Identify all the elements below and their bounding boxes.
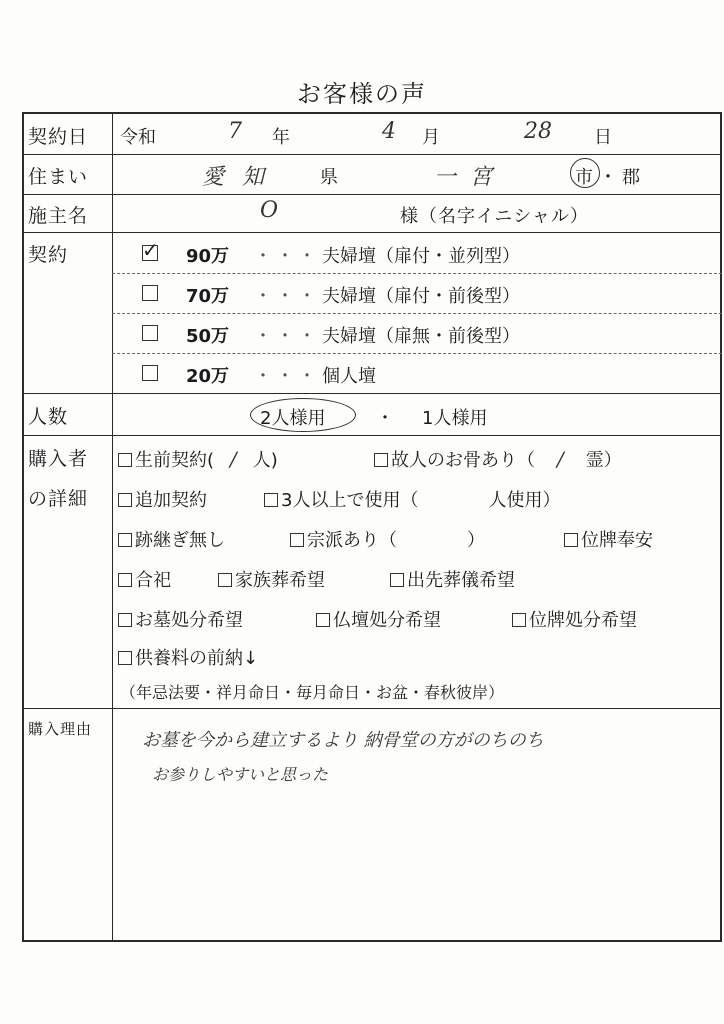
day-unit: 日 (594, 127, 612, 148)
option-description: 夫婦壇（扉無・前後型） (322, 326, 520, 347)
prefecture-value: 愛知 (202, 165, 283, 190)
checkbox-outside-funeral[interactable] (390, 573, 404, 587)
option-divider (112, 313, 722, 314)
checkbox-joint-burial[interactable] (118, 573, 132, 587)
option-price: 20万 (186, 366, 230, 387)
city-value: 一宮 (434, 165, 507, 190)
detail-label: お墓処分希望 (135, 610, 243, 631)
detail-label: 宗派あり（ (307, 530, 397, 551)
checkbox-20man[interactable] (142, 365, 158, 381)
checkbox-remains[interactable] (374, 453, 388, 467)
option-price: 50万 (186, 326, 230, 347)
checkbox-ihai-enshrine[interactable] (564, 533, 578, 547)
client-initial: O (260, 198, 279, 223)
reason-line-2: お参りしやすいと思った (152, 765, 329, 784)
checkbox-50man[interactable] (142, 325, 158, 341)
checkbox-additional[interactable] (118, 493, 132, 507)
detail-label: 霊） (585, 450, 622, 471)
year-unit: 年 (272, 127, 290, 148)
residence-label: 住まい (28, 166, 89, 188)
detail-joint-burial[interactable] (118, 566, 171, 592)
detail-label: 故人のお骨あり（ (391, 450, 535, 471)
detail-label: 位牌処分希望 (529, 610, 637, 631)
detail-label: 出先葬儀希望 (407, 570, 515, 591)
detail-label: 位牌奉安 (581, 530, 653, 551)
option-description: 夫婦壇（扉付・並列型） (322, 246, 520, 267)
detail-additional[interactable] (118, 486, 207, 512)
option-dots: ・・・ (254, 246, 320, 267)
client-name-label: 施主名 (28, 205, 89, 227)
era-text: 令和 (120, 127, 156, 148)
checkbox-three-or-more[interactable] (264, 493, 278, 507)
checkbox-70man[interactable] (142, 285, 158, 301)
detail-label: 合祀 (135, 570, 171, 591)
handwritten-count: / (557, 447, 564, 471)
detail-no-successor[interactable] (118, 526, 225, 552)
people-label: 人数 (28, 406, 69, 428)
detail-label: 人使用） (488, 490, 561, 511)
detail-pre-contract[interactable] (118, 446, 278, 472)
detail-label: 生前契約( (135, 450, 215, 471)
reason-line-1: お墓を今から建立するより 納骨堂の方がのちのち (142, 730, 544, 751)
contract-label: 契約 (28, 244, 69, 266)
client-name-suffix: 様（名字イニシャル） (400, 206, 589, 227)
option-description: 夫婦壇（扉付・前後型） (322, 286, 520, 307)
detail-altar-disposal[interactable] (316, 606, 441, 632)
option-dots: ・・・ (254, 366, 320, 387)
checkbox-ihai-disposal[interactable] (512, 613, 526, 627)
option-price: 70万 (186, 286, 230, 307)
row-divider (24, 393, 722, 394)
detail-label: 追加契約 (135, 490, 207, 511)
page-title: お客様の声 (297, 80, 427, 108)
detail-label: ） (467, 530, 485, 551)
detail-label: 跡継ぎ無し (135, 530, 225, 551)
checkbox-altar-disposal[interactable] (316, 613, 330, 627)
option-dots: ・・・ (254, 286, 320, 307)
detail-ihai-disposal[interactable] (512, 606, 637, 632)
city-unit: 市 (575, 167, 593, 188)
separator-dot: ・ (376, 408, 394, 429)
option-dots: ・・・ (254, 326, 320, 347)
memorial-note: （年忌法要・祥月命日・毎月命日・お盆・春秋彼岸） (120, 683, 505, 702)
detail-ihai-enshrine[interactable] (564, 526, 653, 552)
label-column-divider (112, 114, 113, 940)
month-unit: 月 (422, 127, 440, 148)
people-option-2[interactable]: 2人様用 (260, 408, 326, 429)
detail-grave-disposal[interactable] (118, 606, 243, 632)
detail-label: 人) (252, 450, 278, 471)
detail-label: 家族葬希望 (235, 570, 325, 591)
option-divider (112, 273, 722, 274)
option-description: 個人壇 (322, 366, 376, 387)
option-price: 90万 (186, 246, 230, 267)
people-option-1[interactable]: 1人様用 (422, 408, 488, 429)
purchaser-label-line2: の詳細 (28, 488, 89, 510)
checkbox-pre-contract[interactable] (118, 453, 132, 467)
county-unit: 郡 (622, 167, 640, 188)
contract-year: 7 (228, 119, 242, 144)
detail-remains[interactable] (374, 446, 622, 472)
detail-family-funeral[interactable] (218, 566, 325, 592)
handwritten-count: / (230, 447, 237, 471)
separator-dot: ・ (599, 167, 617, 188)
checkbox-family-funeral[interactable] (218, 573, 232, 587)
row-divider (24, 154, 722, 155)
row-divider (24, 194, 722, 195)
check-mark-icon: ✓ (142, 238, 159, 262)
feedback-form (22, 112, 722, 942)
checkbox-memorial-prepay[interactable] (118, 651, 132, 665)
detail-sect[interactable] (290, 526, 485, 552)
contract-date-label: 契約日 (28, 126, 89, 148)
contract-day: 28 (524, 119, 552, 144)
checkbox-no-successor[interactable] (118, 533, 132, 547)
row-divider (24, 435, 722, 436)
detail-label: 供養料の前納↓ (135, 648, 259, 669)
detail-memorial-prepay[interactable] (118, 644, 258, 670)
detail-three-or-more[interactable] (264, 486, 560, 512)
contract-month: 4 (382, 119, 396, 144)
detail-outside-funeral[interactable] (390, 566, 515, 592)
row-divider (24, 232, 722, 233)
checkbox-sect[interactable] (290, 533, 304, 547)
reason-label: 購入理由 (28, 720, 93, 738)
row-divider (24, 708, 722, 709)
detail-label: 仏壇処分希望 (333, 610, 441, 631)
checkbox-grave-disposal[interactable] (118, 613, 132, 627)
detail-label: 3人以上で使用（ (281, 490, 419, 511)
prefecture-unit: 県 (320, 167, 338, 188)
purchaser-label-line1: 購入者 (28, 448, 89, 470)
option-divider (112, 353, 722, 354)
